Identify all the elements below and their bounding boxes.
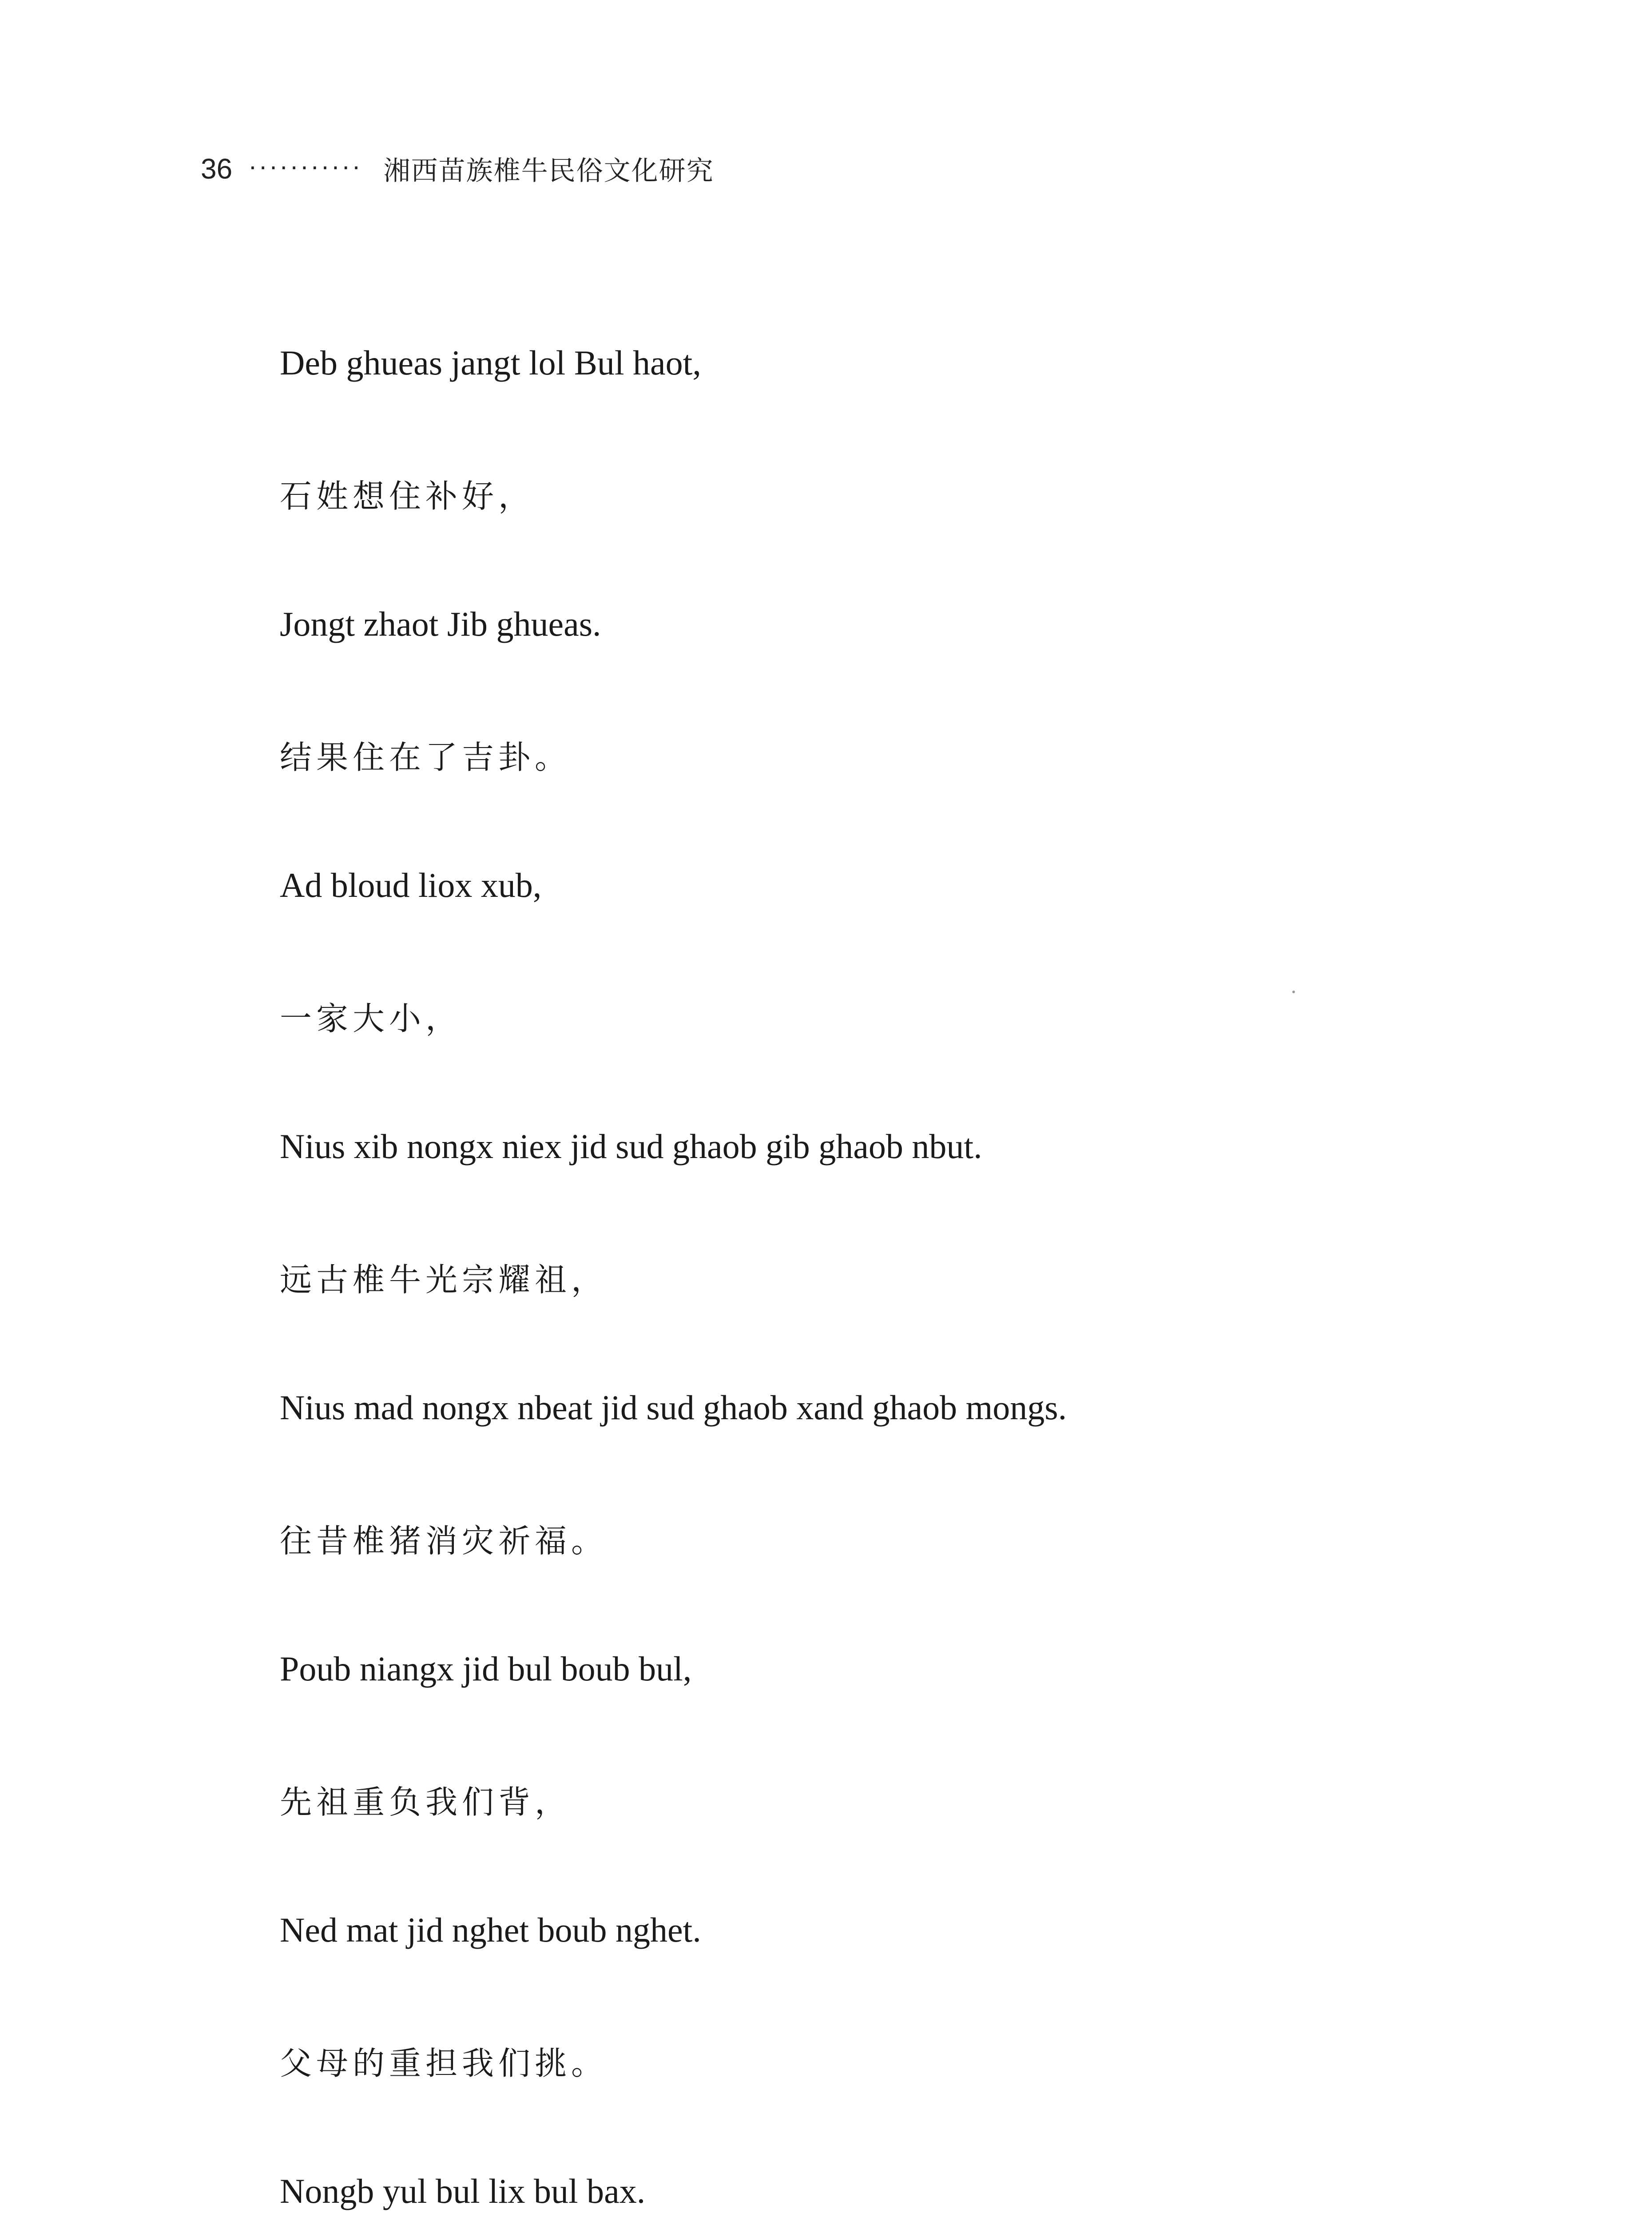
verse-line-miao: Poub niangx jid bul boub bul, [280, 1649, 692, 1688]
verse-line-chinese: 结果住在了吉卦。 [280, 739, 572, 776]
verse-block [280, 298, 1568, 2221]
verse-line-chinese: 石姓想住补好， [280, 478, 535, 515]
verse-line-miao: Nongb yul bul lix bul bax. [280, 2172, 646, 2210]
scan-speck [1292, 991, 1295, 993]
verse-line-chinese: 一家大小， [280, 1000, 462, 1037]
header-leader-dots: ··········· [248, 151, 362, 181]
verse-line-chinese: 先祖重负我们背， [280, 1783, 572, 1821]
verse-line-chinese: 远古椎牛光宗耀祖， [280, 1261, 608, 1298]
verse-line-miao: Ad bloud liox xub, [280, 866, 542, 904]
verse-line-chinese: 往昔椎猪消灾祈福。 [280, 1522, 608, 1560]
page-number: 36 [201, 153, 233, 185]
verse-line-miao: Nius xib nongx niex jid sud ghaob gib ghaob nbut. [280, 1127, 982, 1166]
verse-line-miao: Ned mat jid nghet boub nghet. [280, 1911, 701, 1949]
verse-line-miao: Nius mad nongx nbeat jid sud ghaob xand ghaob mongs. [280, 1388, 1067, 1427]
book-title: 湘西苗族椎牛民俗文化研究 [383, 155, 714, 187]
verse-line-miao: Jongt zhaot Jib ghueas. [280, 605, 601, 643]
verse-line-chinese: 父母的重担我们挑。 [280, 2045, 608, 2082]
running-header [201, 147, 714, 191]
verse-line-miao: Deb ghueas jangt lol Bul haot, [280, 343, 701, 382]
